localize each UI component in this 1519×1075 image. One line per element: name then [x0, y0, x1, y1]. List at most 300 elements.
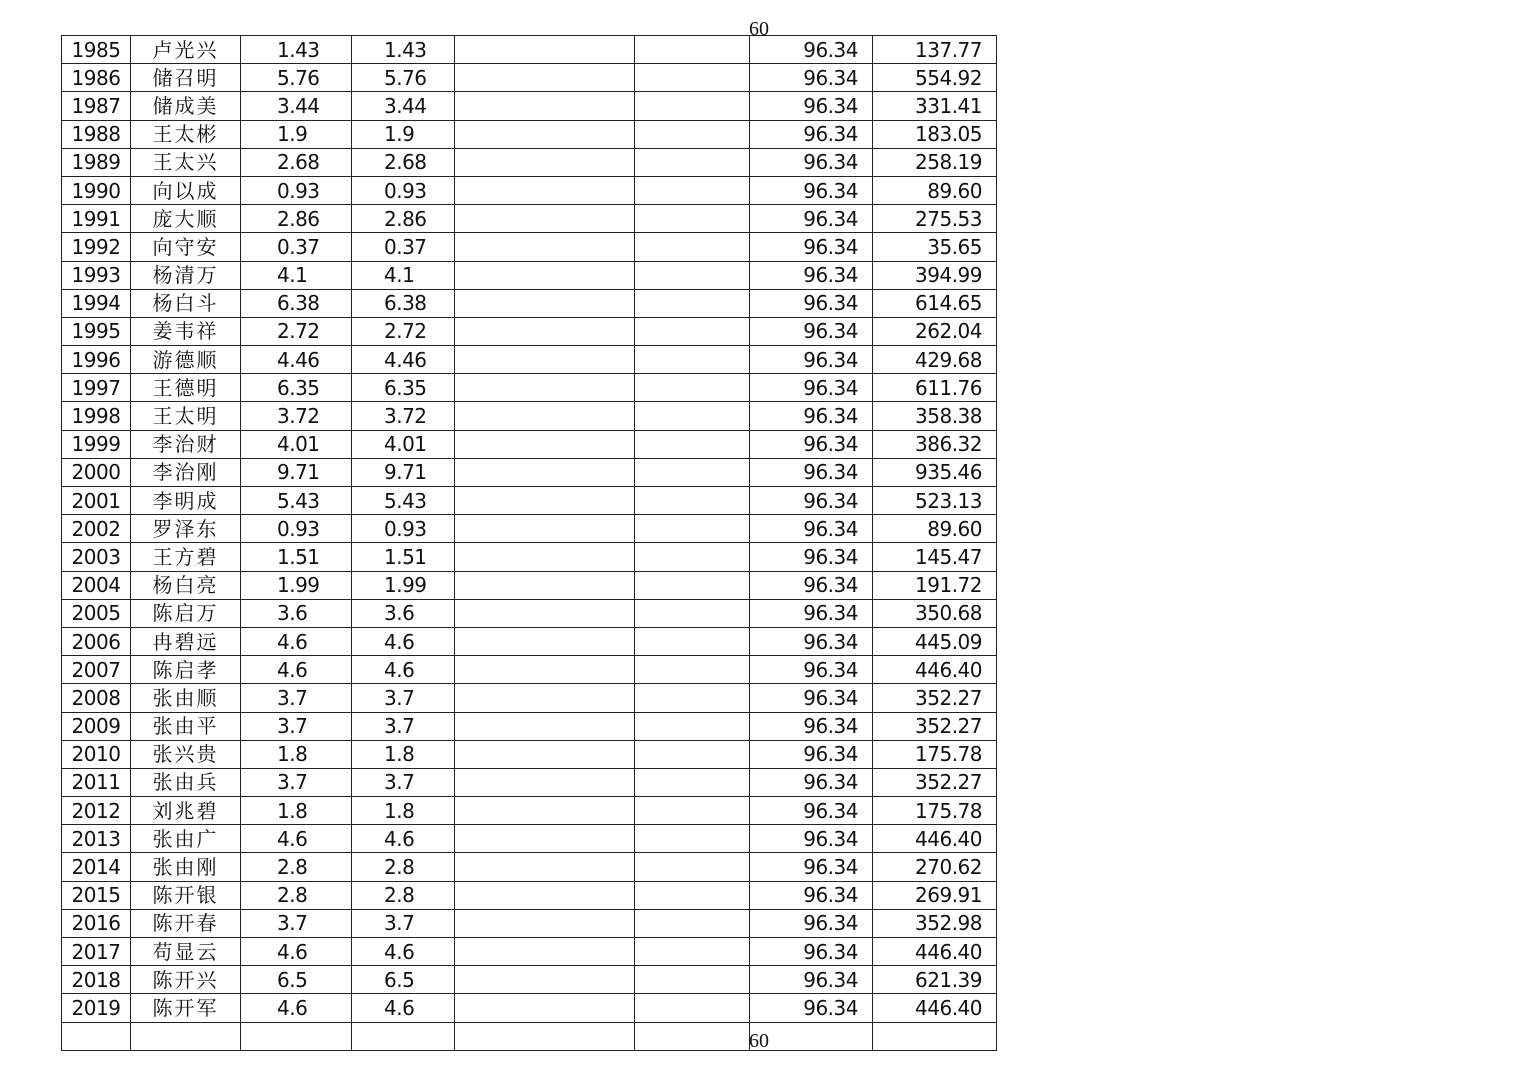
- blank-cell: [635, 374, 750, 402]
- confirmed-area-cell: 3.7: [352, 909, 455, 937]
- amount-cell: 446.40: [873, 994, 997, 1022]
- area-cell: 1.9: [241, 120, 352, 148]
- rate-cell: 96.34: [750, 853, 873, 881]
- blank-cell: [455, 346, 635, 374]
- table-row: [62, 966, 997, 994]
- blank-cell: [455, 317, 635, 345]
- household-name-cell: 陈开春: [131, 909, 241, 937]
- household-id-cell: 2018: [62, 966, 131, 994]
- household-name-cell: 张兴贵: [131, 740, 241, 768]
- rate-cell: 96.34: [750, 938, 873, 966]
- rate-cell: 96.34: [750, 712, 873, 740]
- table-row: [62, 712, 997, 740]
- confirmed-area-cell: 4.6: [352, 656, 455, 684]
- table-row: [62, 346, 997, 374]
- household-id-cell: 2011: [62, 768, 131, 796]
- household-id-cell: 2010: [62, 740, 131, 768]
- household-id-cell: 1991: [62, 205, 131, 233]
- blank-cell: [635, 402, 750, 430]
- rate-cell: 96.34: [750, 317, 873, 345]
- amount-cell: 145.47: [873, 543, 997, 571]
- household-name-cell: 王太明: [131, 402, 241, 430]
- blank-cell: [635, 825, 750, 853]
- blank-cell: [635, 797, 750, 825]
- confirmed-area-cell: 1.99: [352, 571, 455, 599]
- table-row: [62, 656, 997, 684]
- household-id-cell: 2004: [62, 571, 131, 599]
- blank-cell: [455, 740, 635, 768]
- blank-cell: [455, 825, 635, 853]
- household-name-cell: 张由广: [131, 825, 241, 853]
- blank-cell: [455, 92, 635, 120]
- household-name-cell: 陈启万: [131, 599, 241, 627]
- blank-cell: [635, 627, 750, 655]
- household-name-cell: 陈开银: [131, 881, 241, 909]
- table-row: [62, 402, 997, 430]
- confirmed-area-cell: 4.6: [352, 825, 455, 853]
- household-id-cell: 2003: [62, 543, 131, 571]
- household-name-cell: 王方碧: [131, 543, 241, 571]
- household-id-cell: 2001: [62, 487, 131, 515]
- household-id-cell: 2017: [62, 938, 131, 966]
- table-row: [62, 374, 997, 402]
- amount-cell: 429.68: [873, 346, 997, 374]
- blank-cell: [635, 92, 750, 120]
- area-cell: 4.6: [241, 825, 352, 853]
- table-row: [62, 92, 997, 120]
- blank-cell: [635, 205, 750, 233]
- blank-cell: [635, 938, 750, 966]
- blank-cell: [455, 797, 635, 825]
- table-row: [62, 627, 997, 655]
- table-row: [62, 317, 997, 345]
- household-name-cell: 储成美: [131, 92, 241, 120]
- table-row: [62, 571, 997, 599]
- household-name-cell: 罗泽东: [131, 515, 241, 543]
- blank-cell: [635, 881, 750, 909]
- confirmed-area-cell: 9.71: [352, 458, 455, 486]
- rate-cell: 96.34: [750, 909, 873, 937]
- page-number-top: 60: [749, 18, 769, 40]
- confirmed-area-cell: 0.93: [352, 176, 455, 204]
- table-row: [62, 543, 997, 571]
- household-id-cell: 1989: [62, 148, 131, 176]
- confirmed-area-cell: 4.01: [352, 430, 455, 458]
- blank-cell: [455, 430, 635, 458]
- blank-cell: [455, 487, 635, 515]
- blank-cell: [455, 374, 635, 402]
- amount-cell: 352.27: [873, 684, 997, 712]
- household-id-cell: 2009: [62, 712, 131, 740]
- blank-cell: [635, 684, 750, 712]
- rate-cell: 96.34: [750, 346, 873, 374]
- area-cell: 2.8: [241, 881, 352, 909]
- confirmed-area-cell: 4.1: [352, 261, 455, 289]
- table-row: [62, 148, 997, 176]
- household-id-cell: 1996: [62, 346, 131, 374]
- amount-cell: 35.65: [873, 233, 997, 261]
- confirmed-area-cell: 2.8: [352, 853, 455, 881]
- amount-cell: 258.19: [873, 148, 997, 176]
- blank-cell: [455, 656, 635, 684]
- table-row: [62, 64, 997, 92]
- table-row: [62, 825, 997, 853]
- rate-cell: 96.34: [750, 571, 873, 599]
- blank-cell: [635, 148, 750, 176]
- area-cell: 4.6: [241, 938, 352, 966]
- confirmed-area-cell: 6.35: [352, 374, 455, 402]
- blank-cell: [455, 515, 635, 543]
- blank-cell: [455, 938, 635, 966]
- confirmed-area-cell: 5.43: [352, 487, 455, 515]
- household-name-cell: 张由顺: [131, 684, 241, 712]
- rate-cell: 96.34: [750, 797, 873, 825]
- amount-cell: 89.60: [873, 515, 997, 543]
- table-row: [62, 797, 997, 825]
- household-id-cell: 2000: [62, 458, 131, 486]
- confirmed-area-cell: 0.93: [352, 515, 455, 543]
- area-cell: 2.68: [241, 148, 352, 176]
- household-id-cell: 1985: [62, 36, 131, 64]
- blank-cell: [455, 543, 635, 571]
- rate-cell: 96.34: [750, 205, 873, 233]
- rate-cell: 96.34: [750, 64, 873, 92]
- confirmed-area-cell: 2.86: [352, 205, 455, 233]
- household-name-cell: 储召明: [131, 64, 241, 92]
- amount-cell: 446.40: [873, 938, 997, 966]
- table-row: [62, 233, 997, 261]
- table-row: [62, 684, 997, 712]
- household-name-cell: 陈开军: [131, 994, 241, 1022]
- table-row: [62, 458, 997, 486]
- rate-cell: 96.34: [750, 458, 873, 486]
- blank-cell: [455, 261, 635, 289]
- household-name-cell: 游德顺: [131, 346, 241, 374]
- blank-cell: [635, 740, 750, 768]
- blank-cell: [635, 317, 750, 345]
- blank-cell: [455, 712, 635, 740]
- area-cell: 0.37: [241, 233, 352, 261]
- area-cell: 2.86: [241, 205, 352, 233]
- area-cell: 3.7: [241, 684, 352, 712]
- confirmed-area-cell: 1.43: [352, 36, 455, 64]
- household-name-cell: 李治刚: [131, 458, 241, 486]
- amount-cell: 89.60: [873, 176, 997, 204]
- ledger-body: [62, 36, 997, 1051]
- area-cell: 2.8: [241, 853, 352, 881]
- household-id-cell: 2013: [62, 825, 131, 853]
- blank-cell: [455, 966, 635, 994]
- area-cell: 4.6: [241, 627, 352, 655]
- confirmed-area-cell: 6.5: [352, 966, 455, 994]
- area-cell: 9.71: [241, 458, 352, 486]
- blank-cell: [455, 1022, 635, 1050]
- blank-cell: [455, 402, 635, 430]
- blank-cell: [455, 768, 635, 796]
- confirmed-area-cell: 1.8: [352, 740, 455, 768]
- amount-cell: 446.40: [873, 825, 997, 853]
- amount-cell: 137.77: [873, 36, 997, 64]
- confirmed-area-cell: 2.68: [352, 148, 455, 176]
- area-cell: 6.35: [241, 374, 352, 402]
- confirmed-area-cell: 3.6: [352, 599, 455, 627]
- table-row: [62, 261, 997, 289]
- amount-cell: 394.99: [873, 261, 997, 289]
- household-name-cell: 杨清万: [131, 261, 241, 289]
- area-cell: 3.44: [241, 92, 352, 120]
- household-id-cell: 2012: [62, 797, 131, 825]
- household-name-cell: 陈开兴: [131, 966, 241, 994]
- amount-cell: 175.78: [873, 797, 997, 825]
- amount-cell: 386.32: [873, 430, 997, 458]
- household-id-cell: 1994: [62, 289, 131, 317]
- household-id-cell: 2002: [62, 515, 131, 543]
- household-id-cell: 2014: [62, 853, 131, 881]
- confirmed-area-cell: 1.9: [352, 120, 455, 148]
- blank-cell: [455, 205, 635, 233]
- amount-cell: 183.05: [873, 120, 997, 148]
- blank-cell: [635, 120, 750, 148]
- rate-cell: 96.34: [750, 148, 873, 176]
- rate-cell: 96.34: [750, 289, 873, 317]
- table-row: [62, 740, 997, 768]
- area-cell: 1.51: [241, 543, 352, 571]
- area-cell: [241, 1022, 352, 1050]
- table-row: [62, 430, 997, 458]
- household-id-cell: 1990: [62, 176, 131, 204]
- confirmed-area-cell: 3.7: [352, 684, 455, 712]
- amount-cell: 191.72: [873, 571, 997, 599]
- area-cell: 3.7: [241, 909, 352, 937]
- table-row: [62, 289, 997, 317]
- area-cell: 4.1: [241, 261, 352, 289]
- rate-cell: 96.34: [750, 120, 873, 148]
- amount-cell: 445.09: [873, 627, 997, 655]
- blank-cell: [635, 994, 750, 1022]
- blank-cell: [635, 36, 750, 64]
- table-row: [62, 120, 997, 148]
- page-number-bottom: 60: [749, 1030, 769, 1052]
- blank-cell: [455, 994, 635, 1022]
- household-name-cell: 杨白斗: [131, 289, 241, 317]
- rate-cell: 96.34: [750, 430, 873, 458]
- table-row: [62, 36, 997, 64]
- rate-cell: 96.34: [750, 768, 873, 796]
- household-name-cell: 王太彬: [131, 120, 241, 148]
- blank-cell: [635, 768, 750, 796]
- blank-cell: [635, 176, 750, 204]
- rate-cell: 96.34: [750, 994, 873, 1022]
- household-name-cell: 张由兵: [131, 768, 241, 796]
- household-id-cell: 1987: [62, 92, 131, 120]
- blank-cell: [635, 458, 750, 486]
- rate-cell: 96.34: [750, 36, 873, 64]
- confirmed-area-cell: 4.46: [352, 346, 455, 374]
- ledger-table: [61, 35, 997, 1051]
- amount-cell: 175.78: [873, 740, 997, 768]
- rate-cell: 96.34: [750, 543, 873, 571]
- blank-cell: [455, 684, 635, 712]
- blank-cell: [455, 853, 635, 881]
- confirmed-area-cell: 4.6: [352, 994, 455, 1022]
- household-id-cell: 1993: [62, 261, 131, 289]
- area-cell: 3.7: [241, 712, 352, 740]
- amount-cell: 269.91: [873, 881, 997, 909]
- amount-cell: 275.53: [873, 205, 997, 233]
- area-cell: 1.43: [241, 36, 352, 64]
- rate-cell: 96.34: [750, 740, 873, 768]
- area-cell: 1.8: [241, 740, 352, 768]
- table-row: [62, 881, 997, 909]
- rate-cell: 96.34: [750, 176, 873, 204]
- blank-cell: [635, 487, 750, 515]
- blank-cell: [635, 346, 750, 374]
- household-name-cell: 卢光兴: [131, 36, 241, 64]
- confirmed-area-cell: 0.37: [352, 233, 455, 261]
- confirmed-area-cell: 4.6: [352, 627, 455, 655]
- household-name-cell: 向守安: [131, 233, 241, 261]
- table-row: [62, 938, 997, 966]
- amount-cell: 331.41: [873, 92, 997, 120]
- confirmed-area-cell: 4.6: [352, 938, 455, 966]
- blank-cell: [635, 233, 750, 261]
- blank-cell: [635, 571, 750, 599]
- table-row: [62, 205, 997, 233]
- amount-cell: 614.65: [873, 289, 997, 317]
- household-name-cell: 张由刚: [131, 853, 241, 881]
- area-cell: 2.72: [241, 317, 352, 345]
- area-cell: 0.93: [241, 515, 352, 543]
- confirmed-area-cell: 2.8: [352, 881, 455, 909]
- household-name-cell: 刘兆碧: [131, 797, 241, 825]
- confirmed-area-cell: 1.8: [352, 797, 455, 825]
- blank-cell: [455, 571, 635, 599]
- rate-cell: 96.34: [750, 92, 873, 120]
- household-id-cell: 2006: [62, 627, 131, 655]
- blank-cell: [635, 543, 750, 571]
- area-cell: 4.6: [241, 994, 352, 1022]
- confirmed-area-cell: 6.38: [352, 289, 455, 317]
- blank-cell: [455, 176, 635, 204]
- area-cell: 4.6: [241, 656, 352, 684]
- rate-cell: 96.34: [750, 599, 873, 627]
- household-name-cell: 姜韦祥: [131, 317, 241, 345]
- household-name-cell: 杨白亮: [131, 571, 241, 599]
- confirmed-area-cell: 3.44: [352, 92, 455, 120]
- household-name-cell: 张由平: [131, 712, 241, 740]
- blank-cell: [635, 656, 750, 684]
- blank-cell: [635, 853, 750, 881]
- household-name-cell: 苟显云: [131, 938, 241, 966]
- blank-cell: [455, 458, 635, 486]
- household-id-cell: 2008: [62, 684, 131, 712]
- amount-cell: 446.40: [873, 656, 997, 684]
- blank-cell: [635, 64, 750, 92]
- area-cell: 0.93: [241, 176, 352, 204]
- household-name-cell: 陈启孝: [131, 656, 241, 684]
- blank-cell: [455, 289, 635, 317]
- rate-cell: 96.34: [750, 261, 873, 289]
- blank-cell: [635, 966, 750, 994]
- household-name-cell: [131, 1022, 241, 1050]
- area-cell: 4.46: [241, 346, 352, 374]
- blank-cell: [455, 36, 635, 64]
- area-cell: 3.7: [241, 768, 352, 796]
- table-row: [62, 599, 997, 627]
- area-cell: 1.8: [241, 797, 352, 825]
- rate-cell: 96.34: [750, 966, 873, 994]
- household-id-cell: 2019: [62, 994, 131, 1022]
- amount-cell: 352.98: [873, 909, 997, 937]
- household-name-cell: 王德明: [131, 374, 241, 402]
- rate-cell: 96.34: [750, 402, 873, 430]
- confirmed-area-cell: 3.7: [352, 768, 455, 796]
- table-row: [62, 909, 997, 937]
- household-id-cell: 1992: [62, 233, 131, 261]
- household-name-cell: 王太兴: [131, 148, 241, 176]
- blank-cell: [635, 599, 750, 627]
- amount-cell: 611.76: [873, 374, 997, 402]
- table-row: [62, 853, 997, 881]
- household-id-cell: 1999: [62, 430, 131, 458]
- table-row: [62, 768, 997, 796]
- household-name-cell: 李明成: [131, 487, 241, 515]
- amount-cell: 621.39: [873, 966, 997, 994]
- blank-cell: [635, 430, 750, 458]
- household-id-cell: 1995: [62, 317, 131, 345]
- household-id-cell: 2005: [62, 599, 131, 627]
- household-id-cell: 2007: [62, 656, 131, 684]
- rate-cell: 96.34: [750, 825, 873, 853]
- amount-cell: 554.92: [873, 64, 997, 92]
- blank-cell: [455, 599, 635, 627]
- blank-cell: [635, 261, 750, 289]
- area-cell: 6.5: [241, 966, 352, 994]
- blank-cell: [635, 515, 750, 543]
- blank-cell: [455, 148, 635, 176]
- rate-cell: 96.34: [750, 515, 873, 543]
- area-cell: 5.43: [241, 487, 352, 515]
- amount-cell: 358.38: [873, 402, 997, 430]
- area-cell: 3.6: [241, 599, 352, 627]
- confirmed-area-cell: [352, 1022, 455, 1050]
- household-id-cell: [62, 1022, 131, 1050]
- household-id-cell: 2016: [62, 909, 131, 937]
- household-id-cell: 1997: [62, 374, 131, 402]
- rate-cell: 96.34: [750, 374, 873, 402]
- table-row: [62, 994, 997, 1022]
- household-id-cell: 1988: [62, 120, 131, 148]
- blank-cell: [635, 909, 750, 937]
- household-id-cell: 2015: [62, 881, 131, 909]
- blank-cell: [455, 233, 635, 261]
- amount-cell: 523.13: [873, 487, 997, 515]
- area-cell: 6.38: [241, 289, 352, 317]
- confirmed-area-cell: 2.72: [352, 317, 455, 345]
- table-row: [62, 176, 997, 204]
- area-cell: 5.76: [241, 64, 352, 92]
- rate-cell: 96.34: [750, 684, 873, 712]
- household-name-cell: 庞大顺: [131, 205, 241, 233]
- table-row: [62, 487, 997, 515]
- blank-cell: [455, 64, 635, 92]
- amount-cell: 352.27: [873, 768, 997, 796]
- amount-cell: 935.46: [873, 458, 997, 486]
- amount-cell: 352.27: [873, 712, 997, 740]
- amount-cell: 350.68: [873, 599, 997, 627]
- amount-cell: 270.62: [873, 853, 997, 881]
- blank-cell: [455, 627, 635, 655]
